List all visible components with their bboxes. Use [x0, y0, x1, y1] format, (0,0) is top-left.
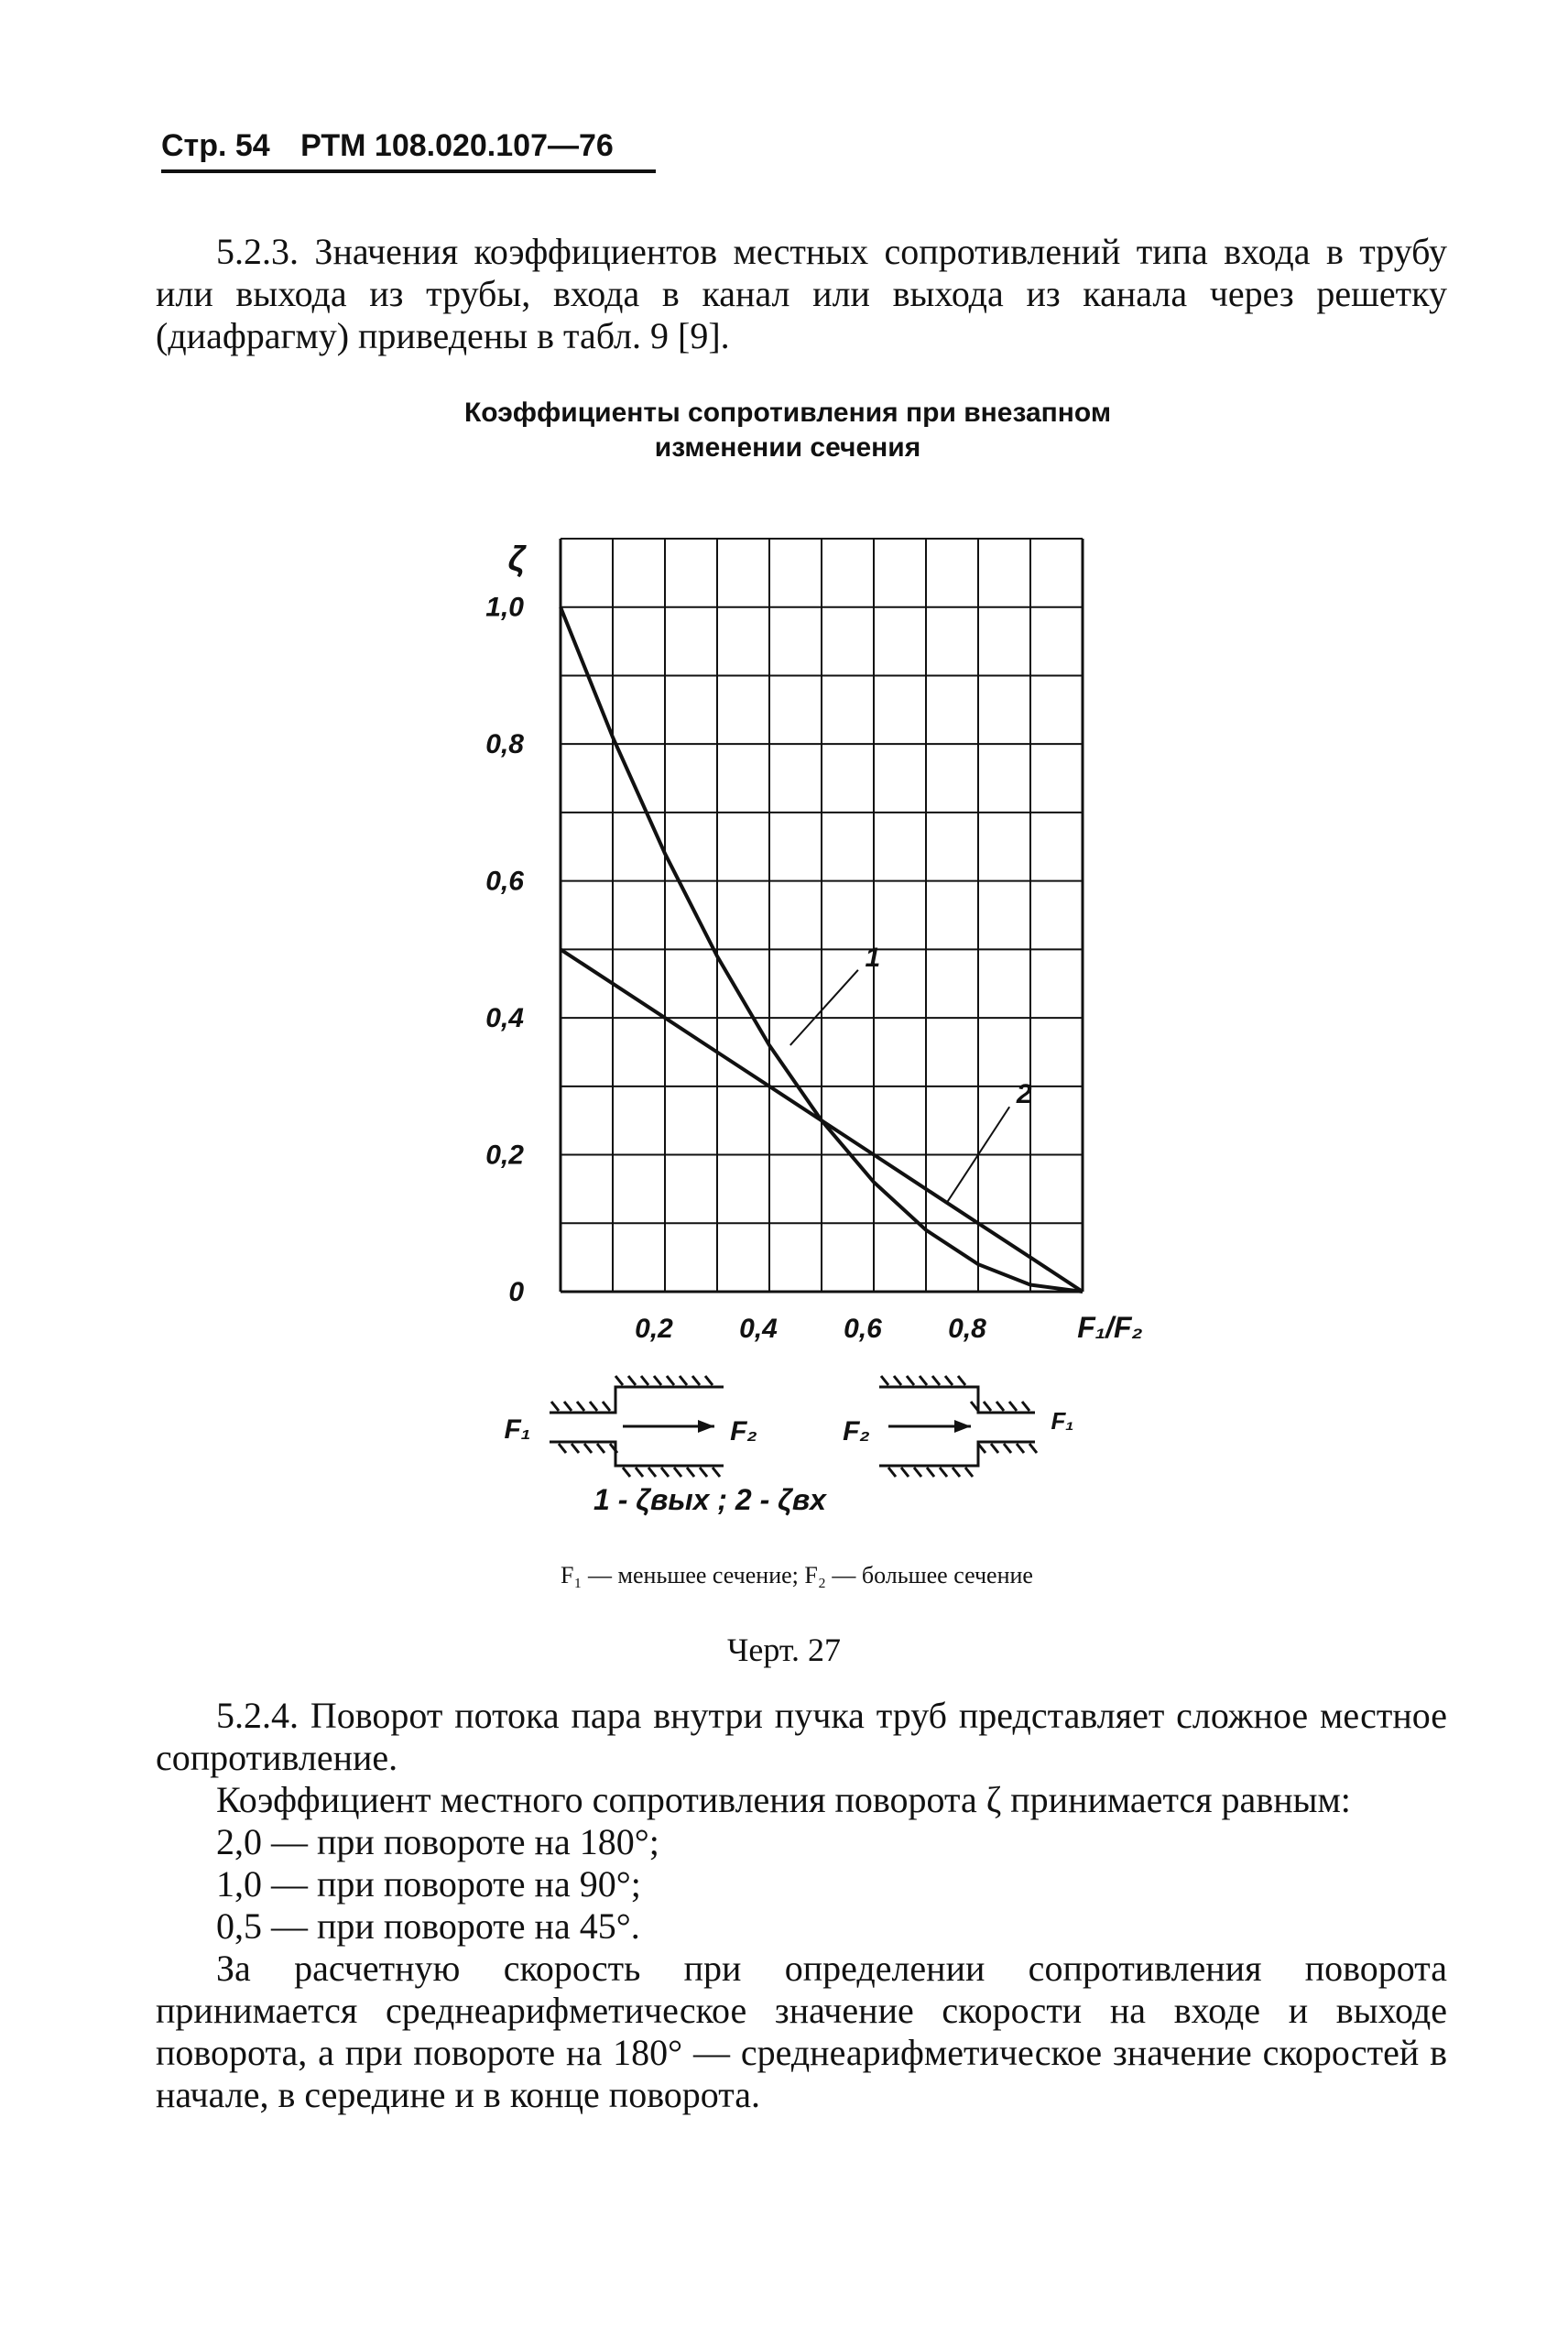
hatch-mark [932, 1376, 940, 1385]
right-sketch-top-wall [879, 1387, 1035, 1413]
paragraph-5-2-4: 5.2.4. Поворот потока пара внутри пучка труб представляет сложное местное сопротивление. Коэффициент местного сопротивления поворота ζ принимается равным: 2,0 — при повороте на 180°; 1,0 — при повороте на 90°; 0,5 — при повороте на 45°. За расчетную скорость при определении сопротивления поворота принимается среднеарифметическое значение скорости на входе и выходе поворота, а при повороте на 180° — среднеарифметическое значение скоростей в начале, в середине и в конце поворота. [156, 1695, 1447, 2115]
hatch-mark [907, 1376, 914, 1385]
paragraph-5-2-3: 5.2.3. Значения коэффициентов местных сопротивлений типа входа в трубу или выхода из трубы, входа в канал или выхода из канала через решетку (диафрагму) приведены в табл. 9 [9]. [156, 231, 1447, 356]
hatch-mark [674, 1468, 681, 1477]
left-sketch-bottom-wall [550, 1442, 724, 1466]
hatch-mark [958, 1376, 965, 1385]
hatch-mark [559, 1444, 566, 1453]
hatch-mark [1017, 1444, 1024, 1453]
hatch-mark [953, 1468, 960, 1477]
x-tick-label: 0,2 [635, 1314, 673, 1344]
document-code: РТМ 108.020.107—76 [300, 128, 614, 163]
hatch-mark [996, 1402, 1004, 1411]
series-label: 2 [1016, 1079, 1032, 1110]
hatch-mark [1004, 1444, 1011, 1453]
hatch-mark [940, 1468, 947, 1477]
hatch-mark [1029, 1444, 1037, 1453]
hatch-mark [577, 1402, 584, 1411]
hatch-mark [623, 1468, 630, 1477]
hatch-mark [920, 1376, 927, 1385]
hatch-mark [713, 1468, 720, 1477]
hatch-mark [927, 1468, 934, 1477]
hatch-mark [564, 1402, 572, 1411]
hatch-mark [1009, 1402, 1017, 1411]
hatch-mark [648, 1468, 656, 1477]
hatch-mark [705, 1376, 713, 1385]
hatch-mark [654, 1376, 661, 1385]
hatch-mark [628, 1376, 636, 1385]
hatch-mark [584, 1444, 592, 1453]
hatch-mark [603, 1402, 610, 1411]
hatch-mark [551, 1402, 559, 1411]
series-label: 1 [865, 942, 881, 973]
x-tick-label: 0,6 [844, 1314, 882, 1344]
hatch-mark [687, 1468, 694, 1477]
series-leader-line [790, 970, 858, 1045]
sketch-f1-right: F₁ [1051, 1407, 1074, 1435]
hatch-mark [991, 1444, 998, 1453]
sketch-f2-left: F₂ [730, 1416, 757, 1446]
right-sketch-arrowhead [954, 1420, 971, 1433]
figure-caption: F₁ — меньшее сечение; F₂ — большее сечение [561, 1562, 1033, 1588]
hatch-mark [661, 1468, 669, 1477]
hatch-mark [881, 1376, 888, 1385]
hatch-mark [914, 1468, 921, 1477]
y-tick-label: 0,8 [485, 729, 524, 760]
y-axis-label: ζ [507, 540, 526, 579]
y-tick-label: 1,0 [485, 592, 524, 623]
hatch-mark [615, 1376, 623, 1385]
hatch-mark [888, 1468, 896, 1477]
hatch-mark [965, 1468, 973, 1477]
page-number: Стр. 54 [161, 128, 270, 163]
hatch-mark [680, 1376, 687, 1385]
hatch-mark [700, 1468, 707, 1477]
sketch-legend: 1 - ζвых ; 2 - ζвх [593, 1483, 826, 1516]
y-tick-label: 0 [508, 1277, 524, 1307]
y-tick-label: 0,2 [485, 1140, 524, 1171]
hatch-mark [894, 1376, 901, 1385]
chart-title: Коэффициенты сопротивления при внезапном изменении сечения [463, 398, 1112, 463]
hatch-mark [572, 1444, 579, 1453]
left-sketch-top-wall [550, 1387, 724, 1413]
left-sketch-arrowhead [698, 1420, 714, 1433]
y-tick-label: 0,4 [485, 1003, 524, 1034]
hatch-mark [945, 1376, 953, 1385]
hatch-mark [636, 1468, 643, 1477]
hatch-mark [641, 1376, 648, 1385]
x-tick-label: 0,8 [948, 1314, 986, 1344]
y-tick-label: 0,6 [485, 866, 524, 897]
hatch-mark [590, 1402, 597, 1411]
sketch-f2-right: F₂ [843, 1416, 870, 1446]
hatch-mark [692, 1376, 700, 1385]
hatch-mark [597, 1444, 604, 1453]
sketch-f1-left: F₁ [504, 1414, 531, 1445]
right-sketch-bottom-wall [879, 1442, 1035, 1466]
x-axis-label: F₁/F₂ [1077, 1311, 1143, 1344]
hatch-mark [1022, 1402, 1029, 1411]
hatch-mark [667, 1376, 674, 1385]
hatch-mark [901, 1468, 909, 1477]
figure-label: Черт. 27 [727, 1632, 841, 1668]
x-tick-label: 0,4 [739, 1314, 778, 1344]
hatch-mark [984, 1402, 991, 1411]
